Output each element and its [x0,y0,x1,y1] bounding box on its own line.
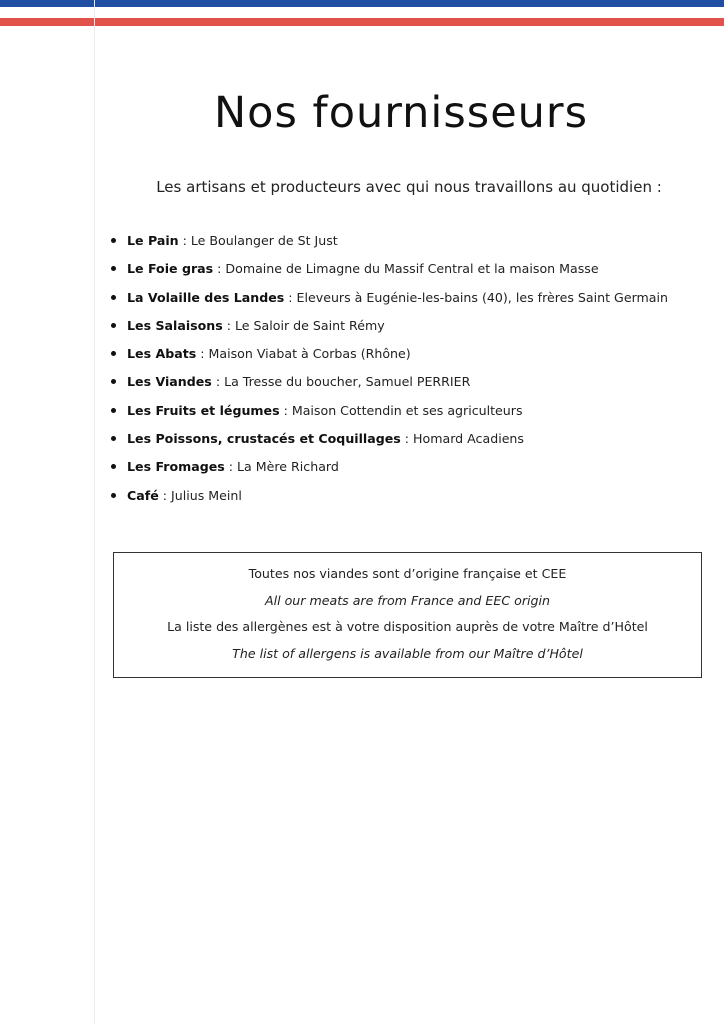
supplier-category: Les Viandes [127,374,212,390]
supplier-detail: La Tresse du boucher, Samuel PERRIER [224,374,471,390]
supplier-separator: : [279,402,292,418]
supplier-detail: La Mère Richard [237,459,339,475]
supplier-separator: : [400,431,414,447]
supplier-category: La Volaille des Landes [127,289,285,305]
supplier-item-foie-gras [108,260,708,288]
bullet-icon [111,238,116,243]
supplier-detail: Julius Meinl [171,487,242,503]
notice-allergens-fr: La liste des allergènes est à votre disposition auprès de votre Maître d’Hôtel [167,619,648,635]
supplier-category: Le Foie gras [127,261,214,277]
notice-origin-fr: Toutes nos viandes sont d’origine française et CEE [248,566,567,581]
supplier-category: Les Salaisons [127,317,223,333]
supplier-item-poissons [108,430,708,458]
supplier-detail: Le Saloir de Saint Rémy [235,317,385,333]
supplier-separator: : [158,487,172,503]
supplier-detail: Domaine de Limagne du Massif Central et la maison Masse [225,261,599,277]
supplier-category: Les Fromages [127,459,225,475]
page-margin-rule [94,0,95,1024]
supplier-category: Café [127,487,159,503]
supplier-category: Le Pain [127,233,179,248]
supplier-item-cafe [108,487,708,515]
supplier-detail: Homard Acadiens [413,431,524,447]
supplier-category: Les Poissons, crustacés et Coquillages [127,431,401,447]
supplier-separator: : [222,317,236,333]
bullet-icon [111,266,116,271]
bullet-icon [111,323,116,328]
bullet-icon [111,436,116,441]
supplier-item-fruits-legumes [108,402,708,430]
page-title: Nos fournisseurs [214,88,588,138]
flag-stripe-blue [0,0,724,7]
supplier-detail: Eleveurs à Eugénie-les-bains (40), les frères Saint Germain [296,289,668,305]
supplier-item-viandes [108,373,708,401]
supplier-item-salaisons [108,317,708,345]
notice-lines [114,564,701,670]
bullet-icon [111,493,116,498]
supplier-item-volaille [108,289,708,317]
page-subtitle: Les artisans et producteurs avec qui nous travaillons au quotidien : [156,178,662,196]
bullet-icon [111,295,116,300]
supplier-category: Les Abats [127,346,197,362]
supplier-separator: : [196,346,209,362]
bullet-icon [111,351,116,356]
supplier-separator: : [213,261,226,277]
notice-box [113,552,702,678]
bullet-icon [111,379,116,384]
notice-origin-en: All our meats are from France and EEC origin [264,592,550,608]
supplier-detail: Maison Viabat à Corbas (Rhône) [208,346,411,362]
bullet-icon [111,464,116,469]
supplier-category: Les Fruits et légumes [127,402,280,418]
bullet-icon [111,408,116,413]
notice-allergens-en: The list of allergens is available from our Maître d’Hôtel [232,645,583,661]
supplier-detail: Maison Cottendin et ses agriculteurs [291,402,523,418]
supplier-list [108,232,708,515]
supplier-separator: : [178,233,191,248]
supplier-item-pain [108,232,708,260]
supplier-separator: : [211,374,225,390]
flag-stripe-red [0,18,724,26]
supplier-separator: : [224,459,238,475]
supplier-detail: Le Boulanger de St Just [190,233,338,248]
supplier-item-abats [108,345,708,373]
supplier-separator: : [284,289,297,305]
supplier-item-fromages [108,458,708,486]
